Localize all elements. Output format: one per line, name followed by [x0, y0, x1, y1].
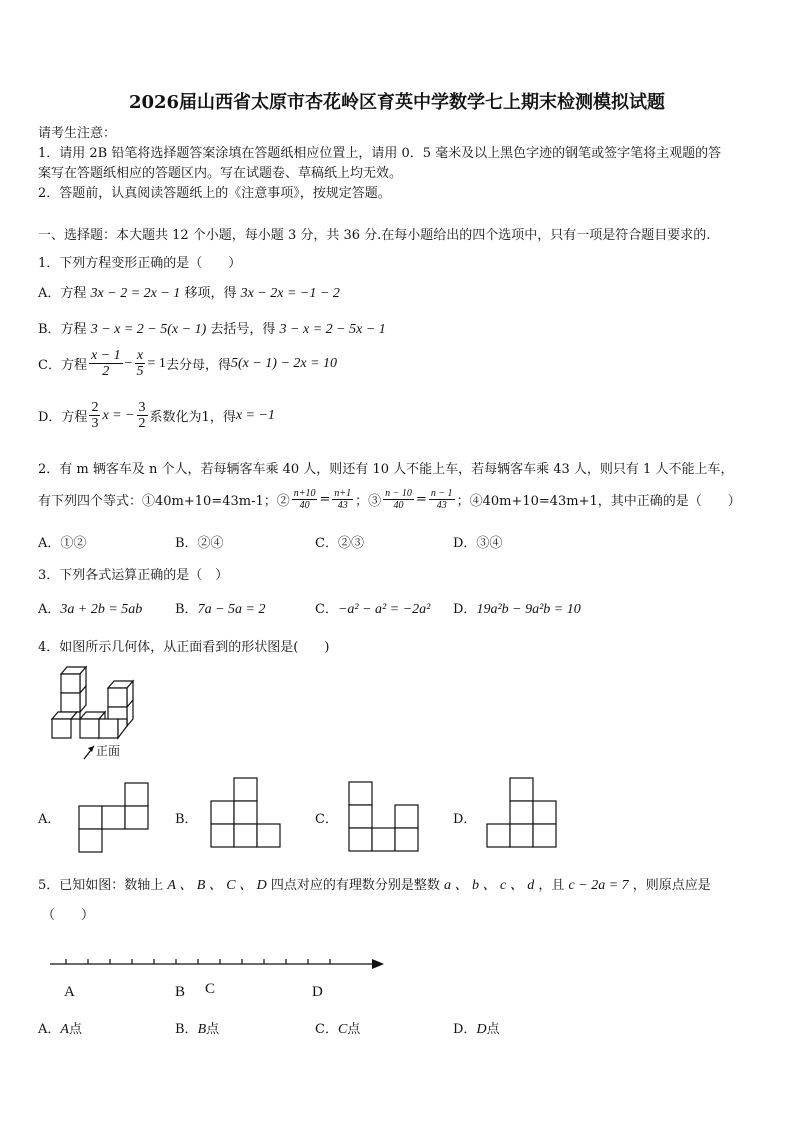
q1-c-label: C．方程	[38, 358, 87, 373]
q3-option-b[interactable]	[175, 598, 265, 618]
q5-d-var: D	[476, 1022, 487, 1037]
notice-item-1-cont: 案写在答题纸相应的答题区内。写在试题卷、草稿纸上均无效。	[38, 166, 403, 181]
axis-label-d: D	[312, 984, 323, 1000]
q3-b-equation: 7a − 5a = 2	[197, 602, 266, 617]
q1-option-c[interactable]	[38, 348, 337, 379]
q1-b-result: 3 − x = 2 − 5x − 1	[279, 322, 386, 337]
q2-sep-3: ；③	[355, 494, 382, 509]
q2-fraction-2: $\frac{n+1}{43}$	[334, 488, 352, 511]
q5-stem	[38, 874, 711, 894]
q1-c-minus: −	[124, 355, 133, 371]
q1-option-a[interactable]	[38, 282, 340, 302]
q4-option-d-figure[interactable]	[486, 777, 558, 849]
q5-c-suffix: 点	[347, 1022, 361, 1037]
q1-d-label: D．方程	[38, 410, 88, 425]
cube	[61, 667, 86, 693]
axis-label-c: C	[205, 981, 216, 997]
q2-fraction-3: $\frac{n - 10}{40}$	[385, 488, 412, 511]
q1-a-result: 3x − 2x = −1 − 2	[240, 286, 340, 301]
q3-b-label: B．	[175, 602, 198, 617]
front-view-label: 正面	[96, 744, 121, 758]
axis-label-a: A	[64, 984, 75, 1000]
q3-option-d[interactable]	[453, 598, 581, 618]
q5-stem-post: ，则原点应是	[632, 878, 711, 893]
q4-option-b-label[interactable]: B．	[175, 812, 198, 827]
q4-option-c-figure[interactable]	[348, 781, 420, 853]
q2-fraction-1: $\frac{n+10}{40}$	[293, 488, 316, 511]
q4-stem: 4．如图所示几何体，从正面看到的形状图是( )	[38, 640, 330, 655]
q1-b-text: 去括号，得	[210, 322, 276, 337]
q5-option-b[interactable]	[175, 1018, 219, 1038]
q3-d-equation: 19a²b − 9a²b = 10	[476, 602, 581, 617]
cube	[108, 681, 133, 707]
number-line-arrow-icon	[372, 959, 384, 969]
q1-d-x: x = −	[102, 407, 135, 423]
notice-item-1: 1．请用 2B 铅笔将选择题答案涂填在答题纸相应位置上，请用 0．5 毫米及以上黑色字迹的钢笔或签字笔将主观题的答	[38, 146, 722, 161]
q1-a-text: 移项，得	[184, 286, 237, 301]
q5-stem-mid: 四点对应的有理数分别是整数	[270, 878, 440, 893]
q3-option-a[interactable]	[38, 598, 142, 618]
q2-option-c[interactable]: C．②③	[315, 536, 364, 551]
page-title: 2026届山西省太原市杏花岭区育英中学数学七上期末检测模拟试题	[128, 92, 666, 113]
q4-option-a-figure[interactable]	[78, 782, 150, 854]
number-line-ticks	[66, 959, 330, 964]
q1-c-eq: = 1	[147, 355, 166, 371]
q5-d-label: D．	[453, 1022, 477, 1037]
q2-eq-1: =	[319, 492, 331, 507]
q1-d-text: 系数化为1，得	[149, 410, 236, 425]
q1-b-label: B．方程	[38, 322, 87, 337]
q5-b-label: B．	[175, 1022, 198, 1037]
q4-option-a-label[interactable]: A．	[38, 812, 61, 827]
q5-a-label: A．	[38, 1022, 61, 1037]
q3-c-equation: −a² − a² = −2a²	[337, 602, 431, 617]
section-heading: 一、选择题：本大题共 12 个小题，每小题 3 分，共 36 分.在每小题给出的四个选项中，只有一项是符合题目要求的.	[38, 228, 711, 243]
q3-d-label: D．	[453, 602, 477, 617]
notice-heading: 请考生注意：	[38, 126, 117, 141]
q3-c-label: C．	[315, 602, 338, 617]
q2-option-b[interactable]: B．②④	[175, 536, 224, 551]
q2-eq-3: =	[415, 492, 427, 507]
q3-a-label: A．	[38, 602, 61, 617]
q5-stem-pre: 5．已知如图：数轴上	[38, 878, 164, 893]
q1-c-text: 去分母，得	[165, 358, 231, 373]
q1-option-d[interactable]	[38, 400, 275, 431]
q2-option-d[interactable]: D．③④	[453, 536, 503, 551]
q1-b-equation: 3 − x = 2 − 5(x − 1)	[90, 322, 207, 337]
q5-b-suffix: 点	[206, 1022, 220, 1037]
q5-cond-pre: ，且	[538, 878, 565, 893]
q2-option-a[interactable]: A．①②	[38, 536, 87, 551]
q2-line2-post: ；④40m+10=43m+1，其中正确的是（ ）	[456, 494, 741, 509]
q2-line2-pre: 有下列四个等式：①40m+10=43m-1；②	[38, 494, 290, 509]
q2-equations	[38, 488, 741, 511]
q3-option-c[interactable]	[315, 598, 430, 618]
q4-option-b-figure[interactable]	[210, 777, 282, 849]
q5-c-label: C．	[315, 1022, 338, 1037]
notice-item-2: 2．答题前，认真阅读答题纸上的《注意事项》，按规定答题。	[38, 186, 391, 201]
q3-stem: 3．下列各式运算正确的是（ ）	[38, 568, 229, 583]
q1-option-b[interactable]	[38, 318, 386, 338]
q5-d-suffix: 点	[486, 1022, 500, 1037]
q5-stem-cont: （ ）	[42, 908, 95, 923]
cube	[52, 712, 80, 738]
cube	[99, 719, 127, 738]
q4-option-d-label[interactable]: D．	[453, 812, 477, 827]
q2-stem: 2．有 m 辆客车及 n 个人，若每辆客车乘 40 人，则还有 10 人不能上车，若每辆客车乘 43 人，则只有 1 人不能上车，	[38, 462, 734, 477]
q1-a-equation: 3x − 2 = 2x − 1	[90, 286, 181, 301]
q1-d-fraction-1: $\frac{2}{3}$	[91, 400, 99, 431]
q5-condition: c − 2a = 7	[568, 878, 629, 893]
axis-label-b: B	[175, 984, 186, 1000]
q5-option-c[interactable]	[315, 1018, 360, 1038]
q1-c-fraction-1: $\frac{x - 1}{2}$	[90, 348, 121, 379]
q5-a-suffix: 点	[68, 1022, 82, 1037]
q3-a-equation: 3a + 2b = 5ab	[60, 602, 143, 617]
q5-b-var: B	[197, 1022, 207, 1037]
q5-a-var: A	[60, 1022, 69, 1037]
q5-variables: a 、 b 、 c 、 d	[444, 878, 535, 893]
q2-fraction-4: $\frac{n - 1}{43}$	[430, 488, 453, 511]
number-line	[48, 950, 388, 1010]
q5-points: A 、 B 、 C 、 D	[167, 878, 267, 893]
q1-c-result: 5(x − 1) − 2x = 10	[230, 355, 338, 371]
q1-stem: 1．下列方程变形正确的是（ ）	[38, 256, 242, 271]
q4-option-c-label[interactable]: C．	[315, 812, 338, 827]
arrowhead-icon	[88, 746, 94, 752]
q1-a-label: A．方程	[38, 286, 87, 301]
q1-d-fraction-2: $\frac{3}{2}$	[138, 400, 146, 431]
q5-option-a[interactable]	[38, 1018, 82, 1038]
q5-option-d[interactable]	[453, 1018, 500, 1038]
q5-c-var: C	[337, 1022, 348, 1037]
q1-c-fraction-2: $\frac{x}{5}$	[136, 348, 144, 379]
q1-d-result: x = −1	[235, 407, 275, 423]
